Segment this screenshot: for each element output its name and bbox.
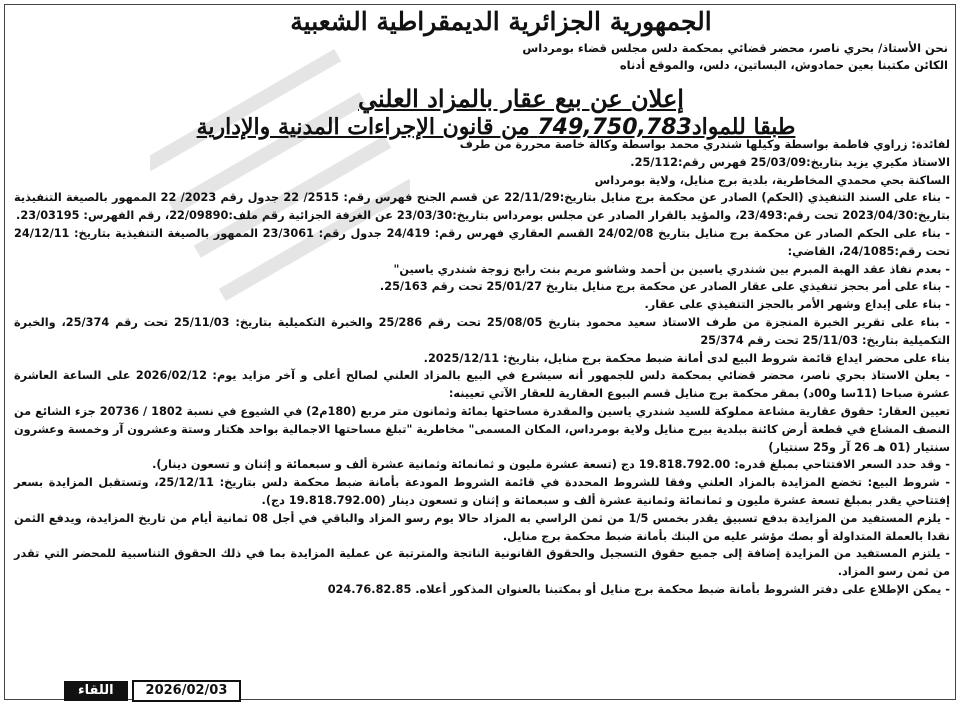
paragraph-fees: - يلتزم المستفيد من المزايدة إضافة إلى جميع حقوق التسجيل والحقوق القانونية الناتجة والمترتبة عن عملية المزايدة بما في ذلك الحقوق التناسبية للمحضر التي تقدر من ثمن رسو المزاد. [14,547,950,579]
paragraph-sale-conditions: - شروط البيع: تخضع المزايدة بالمزاد العلني وفقا للشروط المحددة في قائمة الشروط المودعة بأمانة ضبط محكمة دلس بتاريخ: 25/12/11، وتستقبل المزايدة بسعر إفتتاحي يقدر بمبلغ تسعة عشرة مليون و ثمانمائة وثمانية عشرة ألف و سبعمائة و إثنان و تسعون دينار (19.818.792.00 دج). [14,476,951,507]
paragraph-executive-title: - بناء على السند التنفيذي (الحكم) الصادر عن محكمة برج منايل بتاريخ:22/11/29 عن قسم الجنح فهرس رقم: 2515/ 22 جدول رقم 2023/ 22 الممهور بالصيغة التنفيذية بتاريخ:2023/04/30 تحت رقم:23/493، والمؤيد بالقرار الصادر عن مجلس بومرداس بتاريخ:23/03/30 عن الغرفة الجزائية رقم ملف:22/09890، رقم الفهرس: 23/03195. [14,191,950,223]
announcement-title: إعلان عن بيع عقار بالمزاد العلني [358,84,684,113]
paragraph-beneficiary: لفائدة: زراوي فاطمة بواسطة وكيلها شندري محمد بواسطة وكالة خاصة محررة من طرف [459,138,950,151]
paragraph-gift-contract: - بعدم نفاذ عقد الهبة المبرم بين شندري ياسين بن أحمد وشاشو مريم بنت رابح زوجة شندري ياسين" [393,262,950,276]
legal-basis-suffix: من قانون الإجراءات المدنية والإدارية [196,114,530,140]
article-numbers: 749,750,783 [537,115,692,140]
legal-basis-prefix: طبقا للمواد [691,114,796,140]
paragraph-property-description: تعيين العقار: حقوق عقارية مشاعة مملوكة للسيد شندري ياسين والمقدرة مساحتها بمائة وثمانون متر مربع (180م2) في الشيوع في نسبة 1802 / 20736 جزء الشائع من النصف المشاع في قطعة أرض كائنة ببلدية بيرج منايل ولاية بومرداس، المكان المسمى" مخاطرية "تبلغ مساحتها الاجمالية بواحد هكتار وستة وعشرون آر وخمسة وعشرون سنتيار (01 هـ 26 آر و25 سنتيار) [14,404,950,454]
paragraph-seizure-order: - بناء على أمر بحجز تنفيذي على عقار الصادر عن محكمة برج منايل بتاريخ 25/01/27 تحت رقم 25/163. [379,280,950,294]
paragraph-notary: الاستاذ مكيري يزيد بتاريخ:25/03/09 فهرس رقم:25/112. [630,155,950,169]
announcement-body [14,136,950,599]
footer [64,680,241,702]
paragraph-seizure-filing: - بناء على إيداع وشهر الأمر بالحجز التنفيذي على عقار. [644,298,950,312]
bailiff-line-2: الكائن مكتبنا بعين حمادوش، البساتين، دلس، والموقع أدناه [619,58,948,72]
paragraph-consultation: - يمكن الإطلاع على دفتر الشروط بأمانة ضبط محكمة برج منايل أو بمكتبنا بالعنوان المذكور أعلاه. 024.76.82.85 [327,582,950,596]
paragraph-address: الساكنة بحي محمدي المخاطرية، بلدية برج منايل، ولاية بومرداس [594,173,950,187]
paragraph-auction-notice: - يعلن الاستاذ بحري ناصر، محضر قضائي بمحكمة دلس للجمهور أنه سيشرع في البيع بالمزاد العلني لصالح أعلى و آخر مزايد يوم: 2026/02/12 على الساعة العاشرة عشرة صباحا (11سا و00د) بمقر محكمة برج منايل قسم البيوع العقارية للعقار الآتي تعيينه: [14,369,950,401]
republic-title: الجمهورية الجزائرية الديمقراطية الشعبية [290,7,712,36]
paragraph-judgment: - بناء على الحكم الصادر عن محكمة برج منايل بتاريخ 24/02/08 القسم العقاري فهرس رقم: 24/419 جدول رقم: 23/3061 الممهور بالصيغة التنفيذية بتاريخ: 24/12/11 تحت رقم:24/1085، القاضي: [14,226,950,258]
paragraph-payment-terms: - يلزم المستفيد من المزايدة بدفع تسبيق يقدر بخمس 1/5 من ثمن الراسي به المزاد حالا يوم رسو المزاد والباقي في أجل 08 ثمانية أيام من تاريخ المزايدة، ويدفع الثمن نقدا بالعملة المتداولة أو بصك مؤشر عليه من البنك بأمانة ضبط محكمة برج منايل. [14,511,950,543]
publication-date: 2026/02/03 [132,680,242,702]
paragraph-conditions-filing: بناء على محضر ايداع قائمة شروط البيع لدى أمانة ضبط محكمة برج منايل، بتاريخ: 2025/12/11. [423,351,950,365]
bailiff-info [228,40,948,74]
bailiff-line-1: نحن الأستاذ/ بحري ناصر، محضر قضائي بمحكمة دلس مجلس قضاء بومرداس [522,41,948,55]
publication-tag: اللقاء [64,681,128,701]
paragraph-expertise: - بناء على تقرير الخبرة المنجزة من طرف الاستاذ سعيد محمود بتاريخ 25/08/05 تحت رقم 25/286 والخبرة التكميلية بتاريخ: 25/11/03 تحت رقم 25/374، والخبرة التكميلية بتاريخ: 25/11/03 تحت رقم 25/374 [14,315,950,347]
paragraph-opening-price: - وقد حدد السعر الافتتاحي بمبلغ قدره: 19.818.792.00 دج (تسعة عشرة مليون و ثمانمائة وثمانية عشرة ألف و سبعمائة و إثنان و تسعون دينار). [152,458,950,472]
